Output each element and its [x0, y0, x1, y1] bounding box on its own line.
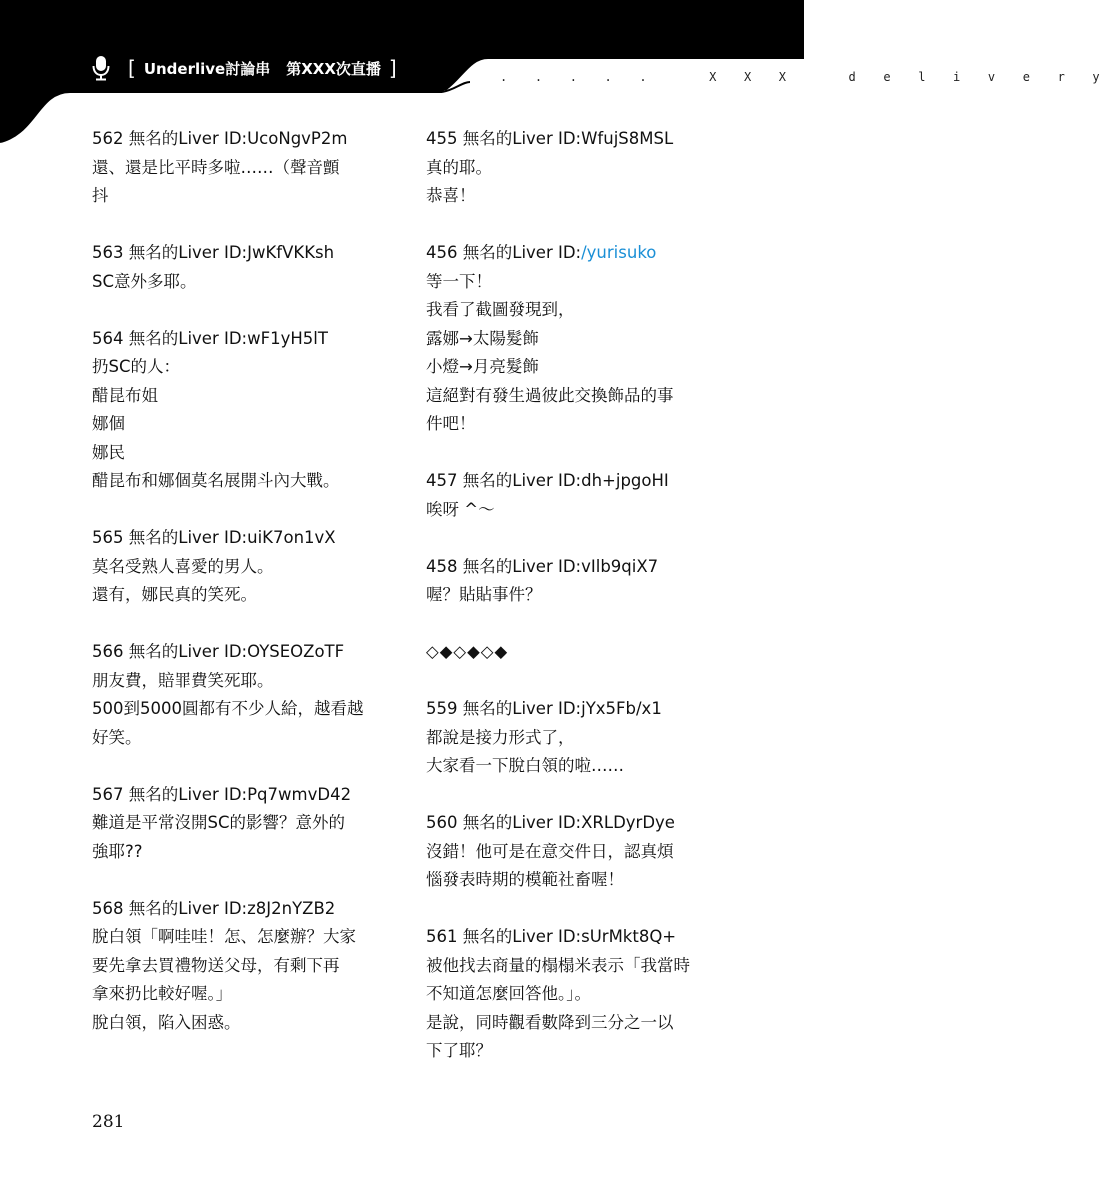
post-body-line: 唉呀 ^～	[426, 499, 495, 519]
poster-id: wF1yH5lT	[247, 328, 328, 348]
poster-id: JwKfVKKsh	[247, 243, 335, 262]
poster-id: vIlb9qiX7	[581, 556, 659, 576]
thread-title: Underlive討論串	[143, 59, 271, 78]
post-body-line: 莫名受熟人喜愛的男人。	[92, 556, 274, 576]
post-header	[92, 895, 382, 924]
poster-name: 無名的Liver ID:	[128, 328, 248, 348]
post-body-line: 娜民	[92, 442, 125, 462]
post-header	[426, 923, 716, 952]
post-header	[426, 239, 716, 268]
left-column	[92, 125, 382, 1066]
poster-id: jYx5Fb/x1	[581, 699, 662, 718]
delivery-tag: . . . . . X X X d e l i v e r y	[500, 70, 1110, 84]
post	[92, 239, 382, 296]
post-body-line: 真的耶。	[426, 157, 492, 177]
post	[92, 524, 382, 610]
post-number: 564	[92, 328, 129, 348]
post-number: 455	[426, 129, 463, 148]
post-body-line: 小燈→月亮髮飾	[426, 357, 539, 376]
post-body-line: 強耶??	[92, 841, 143, 861]
post-header	[426, 809, 716, 838]
post-body-line: 喔？貼貼事件？	[426, 585, 542, 604]
page-number: 281	[92, 1112, 125, 1132]
post-header	[92, 524, 382, 553]
post	[426, 809, 716, 895]
poster-id: Pq7wmvD42	[247, 784, 352, 804]
poster-name: 無名的Liver ID:	[128, 243, 248, 262]
post-number: 457	[426, 471, 463, 490]
post-number: 563	[92, 243, 129, 262]
poster-name: 無名的Liver ID:	[128, 898, 248, 918]
poster-id: sUrMkt8Q+	[581, 927, 677, 946]
post-body-line: 朋友費，賠罪費笑死耶。	[92, 670, 274, 690]
poster-id: UcoNgvP2m	[247, 129, 348, 148]
post-body-line: 都說是接力形式了，	[426, 727, 575, 747]
poster-name: 無名的Liver ID:	[128, 784, 248, 804]
post-body-line: 露娜→太陽髮飾	[426, 328, 539, 348]
post-body-line: 件吧！	[426, 414, 476, 433]
post-header	[92, 239, 382, 268]
poster-id[interactable]: /yurisuko	[581, 243, 657, 262]
post	[92, 781, 382, 867]
post	[426, 695, 716, 781]
post-number: 559	[426, 699, 463, 718]
post-body-line: 沒錯！他可是在意交件日，認真煩	[426, 841, 674, 861]
post-number: 562	[92, 129, 129, 148]
post-body-line: 大家看一下脫白領的啦……	[426, 756, 624, 775]
post-body-line: 娜個	[92, 414, 125, 433]
post-body-line: 下了耶？	[426, 1041, 492, 1060]
post-body-line: 是說，同時觀看數降到三分之一以	[426, 1012, 674, 1032]
post-header	[426, 467, 716, 496]
poster-name: 無名的Liver ID:	[462, 556, 582, 576]
post-header	[426, 695, 716, 724]
poster-id: uiK7on1vX	[247, 528, 336, 547]
post-body-line: 醋昆布姐	[92, 385, 158, 405]
post-body-line: 恭喜！	[426, 186, 476, 205]
bracket-open: [	[128, 56, 136, 80]
post-body-line: 脫白領「啊哇哇！怎、怎麼辦？大家	[92, 927, 356, 946]
poster-name: 無名的Liver ID:	[128, 129, 248, 148]
post-body-line: 抖	[92, 186, 109, 205]
post-body-line: 我看了截圖發現到，	[426, 300, 575, 319]
poster-id: WfujS8MSL	[581, 129, 674, 148]
post-body-line: 不知道怎麼回答他。」。	[426, 984, 591, 1003]
post-header	[92, 781, 382, 810]
section-separator: ◇◆◇◆◇◆	[426, 642, 509, 661]
poster-name: 無名的Liver ID:	[128, 642, 248, 661]
post	[426, 125, 716, 211]
post-body-line: 還、還是比平時多啦……（聲音顫	[92, 157, 340, 177]
post	[92, 325, 382, 496]
post-header	[426, 125, 716, 154]
microphone-icon	[92, 55, 110, 81]
poster-id: OYSEOZoTF	[247, 642, 345, 661]
poster-name: 無名的Liver ID:	[462, 927, 582, 946]
post-number: 566	[92, 642, 129, 661]
poster-id: dh+jpgoHI	[581, 471, 669, 490]
post	[92, 895, 382, 1038]
post	[426, 467, 716, 524]
post	[92, 638, 382, 752]
post-body-line: 還有，娜民真的笑死。	[92, 585, 257, 604]
post	[426, 239, 716, 439]
poster-name: 無名的Liver ID:	[462, 243, 582, 262]
post-body-line: 500到5000圓都有不少人給，越看越	[92, 699, 364, 718]
post-body-line: 等一下！	[426, 271, 492, 291]
post-body-line: 脫白領，陷入困惑。	[92, 1012, 241, 1032]
right-column	[426, 125, 716, 1094]
post-body-line: 惱發表時期的模範社畜喔！	[426, 870, 624, 889]
poster-id: XRLDyrDye	[581, 813, 675, 832]
stream-number: 第XXX次直播	[286, 59, 381, 78]
poster-name: 無名的Liver ID:	[462, 129, 582, 148]
post	[426, 553, 716, 610]
post-number: 565	[92, 528, 129, 547]
post-number: 568	[92, 898, 129, 918]
poster-name: 無名的Liver ID:	[462, 471, 582, 490]
post-body-line: 拿來扔比較好喔。」	[92, 984, 233, 1003]
post-body-line: 好笑。	[92, 727, 142, 747]
post-body-line: 要先拿去買禮物送父母，有剩下再	[92, 955, 340, 975]
post-body-line: 扔SC的人：	[92, 357, 180, 376]
bracket-close: ]	[388, 56, 397, 80]
post-body-line: SC意外多耶。	[92, 271, 197, 291]
post-header	[92, 638, 382, 667]
post-number: 560	[426, 813, 463, 832]
poster-name: 無名的Liver ID:	[462, 813, 582, 832]
post-body-line: 這絕對有發生過彼此交換飾品的事	[426, 385, 674, 405]
post-header	[92, 125, 382, 154]
post-number: 458	[426, 556, 463, 576]
header-title	[92, 52, 405, 84]
post-body-line: 難道是平常沒開SC的影響？意外的	[92, 813, 345, 832]
post-body-line: 醋昆布和娜個莫名展開斗內大戰。	[92, 471, 340, 490]
post-header	[92, 325, 382, 354]
poster-name: 無名的Liver ID:	[462, 699, 582, 718]
post-number: 567	[92, 784, 129, 804]
poster-id: z8J2nYZB2	[247, 898, 336, 918]
post-header	[426, 553, 716, 582]
post-number: 561	[426, 927, 463, 946]
poster-name: 無名的Liver ID:	[128, 528, 248, 547]
post	[426, 923, 716, 1066]
post	[92, 125, 382, 211]
post-body-line: 被他找去商量的榻榻米表示「我當時	[426, 955, 690, 975]
post-number: 456	[426, 243, 463, 262]
